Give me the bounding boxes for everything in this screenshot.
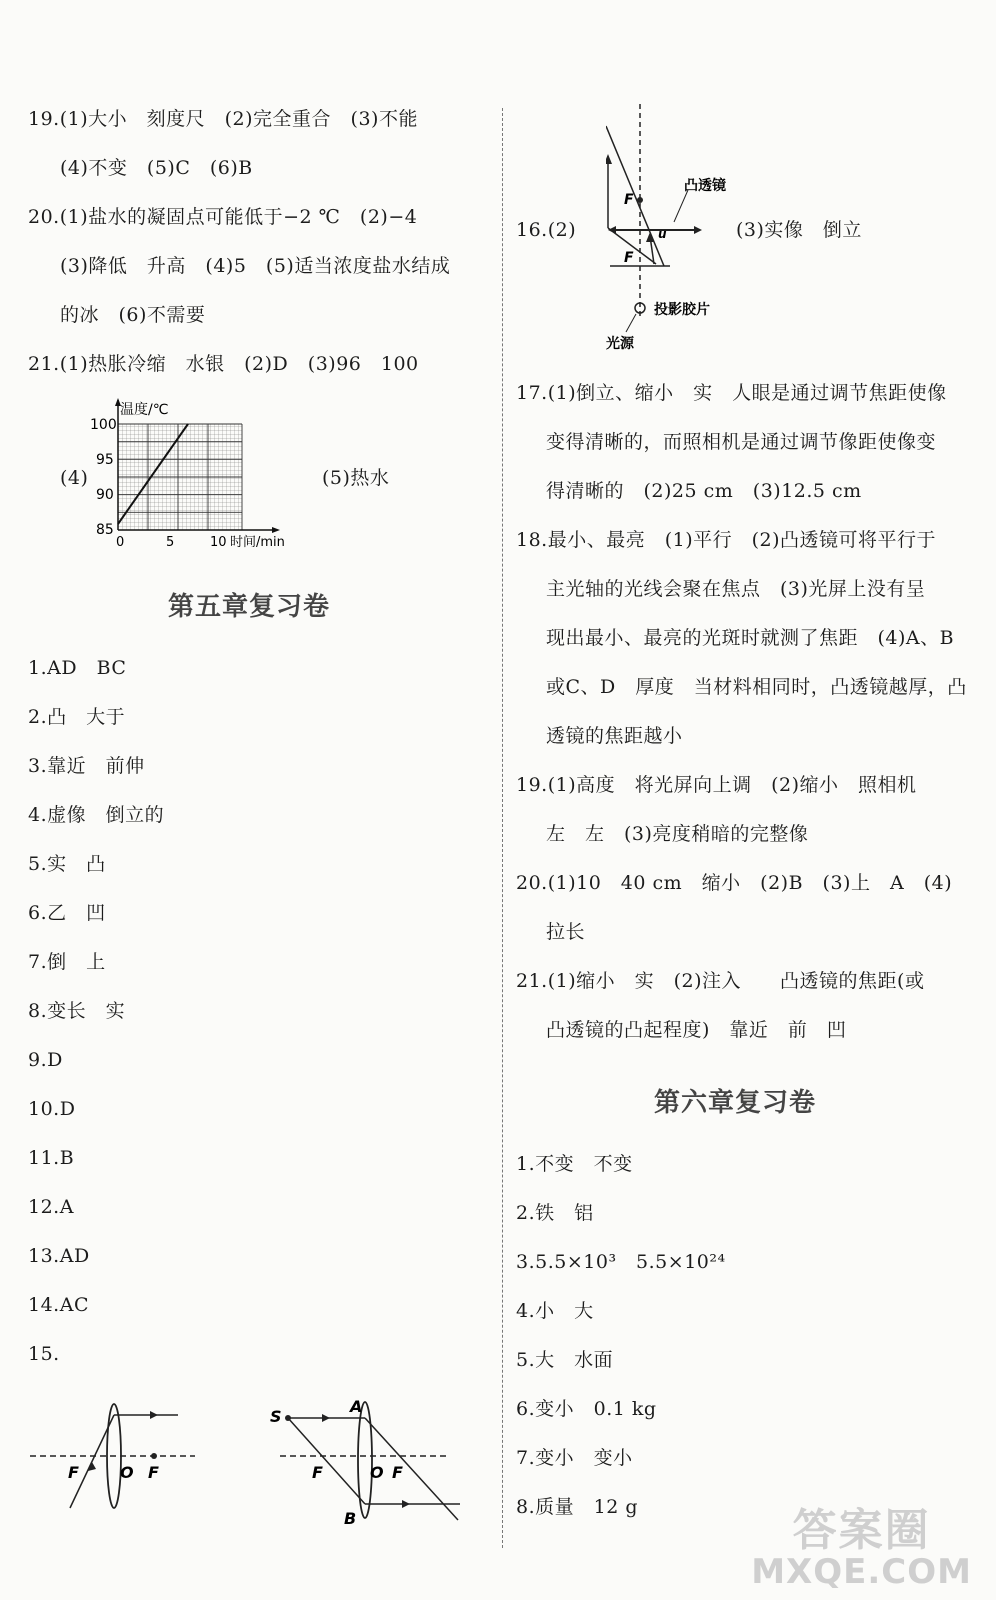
ch5-answer-11: 11.B xyxy=(28,1147,75,1169)
ch5-answer-13: 13.AD xyxy=(28,1245,90,1267)
focus-label-lower: F xyxy=(624,250,634,266)
graph-y-tick-100: 100 xyxy=(90,417,117,433)
q15-left-diagram xyxy=(30,1404,195,1508)
point-b-label: B xyxy=(344,1509,357,1528)
ch5-answer-5: 5.实 凸 xyxy=(28,853,106,875)
graph-x-tick-0: 0 xyxy=(116,535,125,550)
q20-line-2: 拉长 xyxy=(546,921,586,943)
chapter6-title: 第六章复习卷 xyxy=(654,1088,817,1118)
ray-arrow xyxy=(150,1411,158,1419)
column-divider xyxy=(502,108,503,1548)
graph-y-tick-85: 85 xyxy=(96,522,114,538)
graph-x-tick-10: 10 xyxy=(210,535,227,550)
q16-prefix: 16.(2) xyxy=(516,219,577,241)
q19-line-1: 19.(1)大小 刻度尺 (2)完全重合 (3)不能 xyxy=(28,108,418,130)
light-source-label: 光源 xyxy=(606,336,634,352)
q21-label-4: (4) xyxy=(60,467,89,489)
ch5-answer-9: 9.D xyxy=(28,1049,63,1071)
q20-line-3: 的冰 (6)不需要 xyxy=(60,304,206,326)
q17-line-3: 得清晰的 (2)25 cm (3)12.5 cm xyxy=(546,480,862,502)
ch5-answer-1: 1.AD BC xyxy=(28,657,127,679)
object-arrow-head xyxy=(646,232,654,242)
q18-line-5: 透镜的焦距越小 xyxy=(546,725,683,747)
q18-line-3: 现出最小、最亮的光斑时就测了焦距 (4)A、B xyxy=(546,627,955,649)
q20-line-1: 20.(1)10 40 cm 缩小 (2)B (3)上 A (4) xyxy=(516,872,953,894)
ch6-answer-8: 8.质量 12 g xyxy=(516,1496,639,1518)
q16-projector-diagram xyxy=(606,104,776,358)
graph-x-tick-5: 5 xyxy=(166,535,175,550)
q19-line-2: (4)不变 (5)C (6)B xyxy=(60,157,253,179)
q17-line-2: 变得清晰的，而照相机是通过调节像距使像变 xyxy=(546,431,937,453)
ch6-answer-5: 5.大 水面 xyxy=(516,1349,614,1371)
ray-arrow xyxy=(402,1500,410,1508)
graph-y-label: 温度/℃ xyxy=(120,402,169,418)
ch5-answer-2: 2.凸 大于 xyxy=(28,706,126,728)
q21-line-1: 21.(1)热胀冷缩 水银 (2)D (3)96 100 xyxy=(28,353,419,375)
ch5-answer-12: 12.A xyxy=(28,1196,74,1218)
focus-label: F xyxy=(68,1463,79,1482)
ch5-answer-15: 15. xyxy=(28,1343,60,1365)
ch6-answer-6: 6.变小 0.1 kg xyxy=(516,1398,657,1420)
focus-point xyxy=(637,197,643,203)
lens-arrow-right xyxy=(694,226,702,234)
ray-arrow xyxy=(322,1414,330,1422)
focus-label: F xyxy=(392,1463,403,1482)
ch6-answer-4: 4.小 大 xyxy=(516,1300,594,1322)
object-distance-label: u xyxy=(658,227,667,241)
graph-x-arrow xyxy=(272,527,280,533)
q15-right-diagram xyxy=(270,1400,460,1528)
ch6-answer-1: 1.不变 不变 xyxy=(516,1153,633,1175)
watermark xyxy=(751,1494,972,1592)
q18-line-1: 18.最小、最亮 (1)平行 (2)凸透镜可将平行于 xyxy=(516,529,937,551)
q21-line-1: 21.(1)缩小 实 (2)注入 凸透镜的焦距(或 xyxy=(516,970,925,992)
ray-to-B xyxy=(288,1418,365,1504)
watermark-top: 答案圈 xyxy=(792,1505,931,1556)
lens-label: 凸透镜 xyxy=(684,178,726,194)
q18-line-2: 主光轴的光线会聚在焦点 (3)光屏上没有呈 xyxy=(546,578,926,600)
image-arrow-head xyxy=(606,154,612,164)
light-pointer xyxy=(626,314,636,332)
focus-label: F xyxy=(312,1463,323,1482)
watermark-bottom: MXQE.COM xyxy=(751,1552,972,1592)
ch5-answer-8: 8.变长 实 xyxy=(28,1000,126,1022)
ch5-answer-4: 4.虚像 倒立的 xyxy=(28,804,165,826)
convex-lens xyxy=(358,1402,372,1518)
q19-line-1: 19.(1)高度 将光屏向上调 (2)缩小 照相机 xyxy=(516,774,917,796)
ch6-answer-7: 7.变小 变小 xyxy=(516,1447,633,1469)
ch5-answer-14: 14.AC xyxy=(28,1294,89,1316)
q21-answer-5: (5)热水 xyxy=(322,467,390,489)
ch6-answer-2: 2.铁 铝 xyxy=(516,1202,594,1224)
q16-answer: (3)实像 倒立 xyxy=(736,219,862,241)
chapter5-title: 第五章复习卷 xyxy=(168,592,331,622)
q20-line-2: (3)降低 升高 (4)5 (5)适当浓度盐水结成 xyxy=(60,255,451,277)
ch5-answer-6: 6.乙 凹 xyxy=(28,902,106,924)
source-label: S xyxy=(270,1407,282,1426)
q15-lens-diagrams xyxy=(30,1400,470,1540)
graph-y-tick-90: 90 xyxy=(96,487,114,503)
q18-line-4: 或C、D 厚度 当材料相同时，凸透镜越厚，凸 xyxy=(546,676,967,698)
graph-x-label: 时间/min xyxy=(230,535,285,550)
ch6-answer-3: 3.5.5×10³ 5.5×10²⁴ xyxy=(516,1251,726,1273)
q17-line-1: 17.(1)倒立、缩小 实 人眼是通过调节焦距使像 xyxy=(516,382,947,404)
q21-line-2: 凸透镜的凸起程度) 靠近 前 凹 xyxy=(546,1019,847,1041)
ch5-answer-3: 3.靠近 前伸 xyxy=(28,755,145,777)
focus-label: F xyxy=(148,1463,159,1482)
focus-point xyxy=(151,1453,157,1459)
q20-line-1: 20.(1)盐水的凝固点可能低于−2 ℃ (2)−4 xyxy=(28,206,418,228)
temperature-graph xyxy=(90,398,310,550)
ch5-answer-7: 7.倒 上 xyxy=(28,951,106,973)
source-point xyxy=(285,1415,291,1421)
lens-pointer xyxy=(674,190,688,222)
focus-label: F xyxy=(624,192,634,208)
ch5-answer-10: 10.D xyxy=(28,1098,76,1120)
point-a-label: A xyxy=(350,1400,363,1416)
graph-y-tick-95: 95 xyxy=(96,452,114,468)
film-label: 投影胶片 xyxy=(654,302,710,318)
ray-1 xyxy=(606,126,664,266)
optical-center-label: O xyxy=(370,1463,384,1482)
optical-center-label: O xyxy=(120,1463,134,1482)
q19-line-2: 左 左 (3)亮度稍暗的完整像 xyxy=(546,823,809,845)
